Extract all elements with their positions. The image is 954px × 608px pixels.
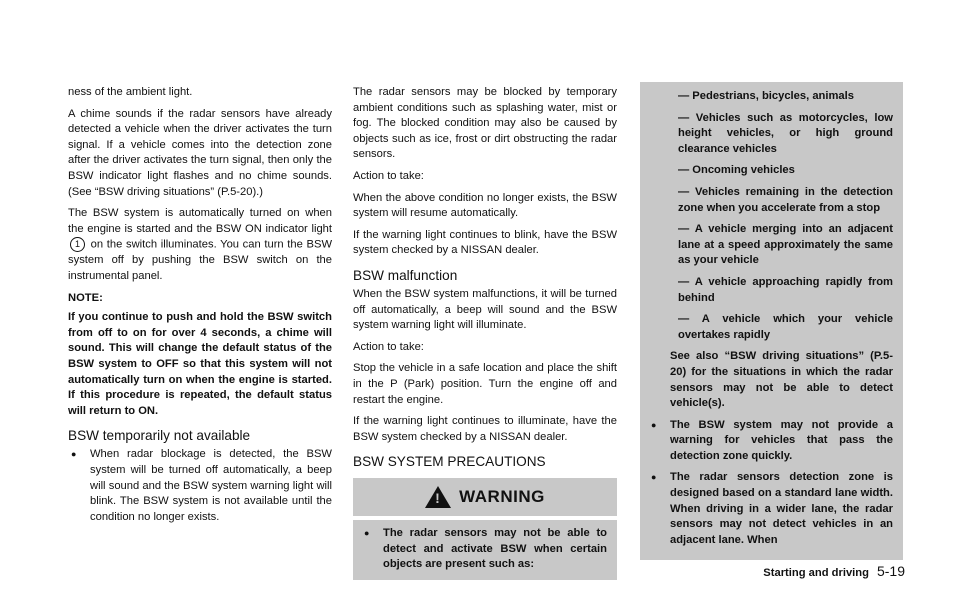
- paragraph: ness of the ambient light.: [68, 86, 193, 98]
- paragraph: Action to take:: [353, 169, 424, 182]
- dash-item: — Vehicles remaining in the detection zone when you accelerate from a stop: [678, 185, 893, 214]
- bullet-icon: ●: [71, 449, 77, 460]
- warning-triangle-icon: !: [425, 486, 451, 508]
- list-item: [68, 447, 332, 525]
- dash-item: — Oncoming vehicles: [678, 164, 795, 177]
- paragraph: If the warning light continues to illuminate, have the BSW system checked by a NISSAN dealer.: [353, 415, 617, 443]
- list-item: [648, 470, 893, 548]
- callout-number: 1: [70, 237, 85, 252]
- note-text: If you continue to push and hold the BSW switch from off to on for over 4 seconds, a chime will sound. This will change the default status of the BSW system to OFF so that this system will not automatically turn on when the engine is started. If this procedure is repeated, the default status will return to ON.: [68, 311, 332, 417]
- list-item: [361, 526, 607, 573]
- see-also-text: See also “BSW driving situations” (P.5-20) for the situations in which the radar sensors may not be able to detect vehicle(s).: [670, 350, 893, 410]
- dash-item: — Vehicles such as motorcycles, low height vehicles, or high ground clearance vehicles: [678, 111, 893, 155]
- bullet-icon: ●: [651, 419, 657, 430]
- list-item-text: When radar blockage is detected, the BSW system will be turned off automatically, a beep will sound and the BSW system warning light will blink. The BSW system is not available until the condition no longer exists.: [90, 448, 332, 523]
- warning-box: [353, 478, 617, 580]
- warning-title: WARNING: [459, 487, 545, 507]
- page-number: 5-19: [876, 563, 905, 579]
- page-footer: [700, 563, 905, 579]
- bullet-list: [68, 447, 332, 525]
- paragraph: When the BSW system malfunctions, it will be turned off automatically, a beep will sound and the BSW system warning light will illuminate.: [353, 287, 617, 332]
- paragraph-text: The BSW system is automatically turned on when the engine is started and the BSW ON indicator light: [68, 207, 332, 235]
- paragraph: [68, 206, 332, 284]
- paragraph: Action to take:: [353, 340, 424, 353]
- section-heading: BSW temporarily not available: [68, 428, 251, 444]
- bullet-icon: ●: [651, 472, 657, 483]
- paragraph: When the above condition no longer exists, the BSW system will resume automatically.: [353, 191, 617, 220]
- bullet-list: [361, 526, 607, 573]
- note-label: NOTE:: [68, 291, 103, 304]
- warning-header: [353, 478, 617, 520]
- paragraph-text: on the switch illuminates. You can turn the BSW system off by pushing the BSW switch on the instrumental panel.: [68, 238, 333, 282]
- bullet-icon: ●: [364, 528, 370, 539]
- middle-column: [353, 85, 617, 580]
- paragraph: If the warning light continues to blink, have the BSW system checked by a NISSAN dealer.: [353, 228, 617, 257]
- section-heading: BSW malfunction: [353, 267, 458, 283]
- dash-item: — A vehicle which your vehicle overtakes rapidly: [678, 313, 893, 341]
- section-heading: BSW SYSTEM PRECAUTIONS: [353, 454, 546, 470]
- list-item-text: The radar sensors detection zone is designed based on a standard lane width. When driving in a wider lane, the radar sensors may not detect vehicles in an adjacent lane. When: [670, 471, 893, 546]
- left-column: [68, 85, 332, 531]
- paragraph: Stop the vehicle in a safe location and place the shift in the P (Park) position. Turn the engine off and restart the engine.: [353, 362, 617, 406]
- paragraph: A chime sounds if the radar sensors have already detected a vehicle when the driver activates the turn signal. If a vehicle comes into the detection zone after the driver activates the turn signal, then only the BSW indicator light flashes and no chime sounds. (See “BSW driving situations” (P.5-20).): [68, 107, 332, 198]
- warning-continued-column: [640, 82, 903, 560]
- chapter-title: Starting and driving: [763, 567, 869, 579]
- dash-item: — Pedestrians, bicycles, animals: [678, 90, 854, 102]
- warning-body: [353, 520, 617, 580]
- warning-continued-body: [640, 82, 903, 548]
- list-item-text: The BSW system may not provide a warning for vehicles that pass the detection zone quickly.: [670, 418, 893, 462]
- dash-item: — A vehicle approaching rapidly from behind: [678, 275, 893, 304]
- dash-item: — A vehicle merging into an adjacent lane at a speed approximately the same as your vehicle: [678, 223, 893, 267]
- list-item: [648, 418, 893, 465]
- bullet-list: [648, 418, 893, 549]
- list-item-text: The radar sensors may not be able to detect and activate BSW when certain objects are present such as:: [383, 527, 607, 571]
- paragraph: The radar sensors may be blocked by temporary ambient conditions such as splashing water, mist or fog. The blocked condition may also be caused by objects such as ice, frost or dirt obstructing the radar sensors.: [353, 86, 617, 161]
